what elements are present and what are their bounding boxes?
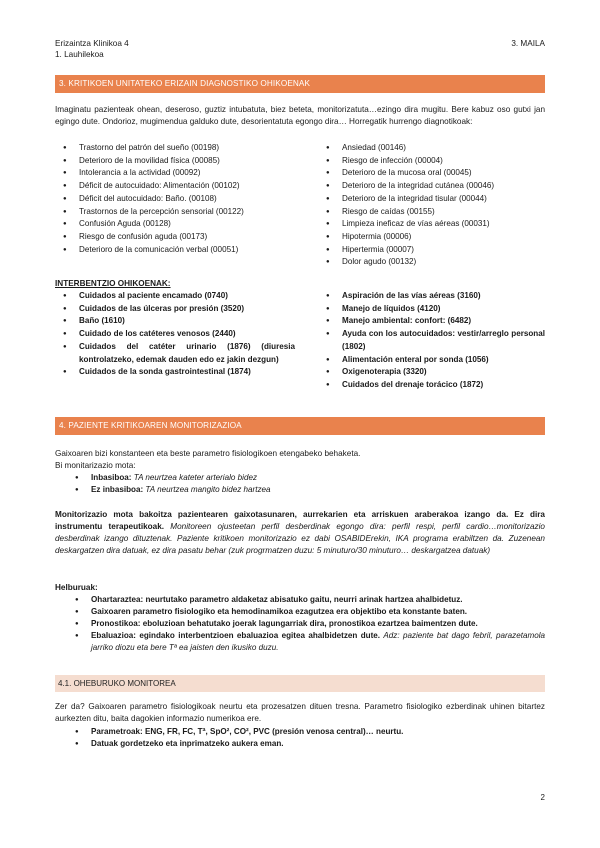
diagnosis-item: ● Hipertermia (00007) (318, 244, 553, 257)
diagnosis-item: ● Deterioro de la integridad cutánea (00046) (318, 180, 553, 193)
semester: 1. Lauhilekoa (55, 50, 104, 59)
diagnosis-item: ● Deterioro de la mucosa oral (00045) (318, 167, 553, 180)
monitor-feature-item-text: Datuak gordetzeko eta inprimatzeko aukera eman. (91, 739, 284, 748)
monitor-feature-item-text: ENG, FR, FC, Tª, SpO², CO², PVC (presión venosa central)… neurtu. (145, 727, 404, 736)
intervention-item: ● Cuidados del drenaje torácico (1872) (318, 379, 545, 392)
diagnosis-item: ● Ansiedad (00146) (318, 142, 553, 155)
diagnosis-item: ● Riesgo de caídas (00155) (318, 206, 553, 219)
intervention-item: ● Cuidados de la sonda gastrointestinal (1874) (55, 366, 295, 379)
section-4-intro (55, 448, 545, 472)
diagnosis-item: ● Déficit del autocuidado: Baño. (00108) (55, 193, 315, 206)
section-3-intro: Imaginatu pazienteak ohean, deseroso, guztiz intubatuta, biez beteta, monitorizatuta…ezingo dira mugitu. Bere kabuz oso gutxi jan egingo dute. Ondorioz, mugimendua galduko dute, desorientatuta egongo dira… Horregatik hurrengo diagnotikoak: (55, 105, 545, 126)
monitoring-types (55, 472, 545, 496)
diagnosis-item: ● Dolor agudo (00132) (318, 256, 553, 269)
goal-item (55, 630, 545, 654)
goal-item-label: Pronostikoa: (91, 619, 141, 628)
intervention-item: ● Baño (1610) (55, 315, 295, 328)
interventions-heading: INTERBENTZIO OHIKOENAK: (55, 279, 171, 288)
diagnosis-item: ● Riesgo de confusión aguda (00173) (55, 231, 315, 244)
goal-item-text: eboluzioan behatutako joerak lagungarriak dira, pronostikoa ezartzea baimentzen dute. (142, 619, 478, 628)
monitoring-type-item-label: Ez inbasiboa: (91, 485, 144, 494)
section-4-1-heading: 4.1. OHEBURUKO MONITOREA (55, 675, 545, 692)
diagnosis-item: ● Trastorno del patrón del sueño (00198) (55, 142, 315, 155)
course-name: Erizaintza Klinikoa 4 (55, 39, 129, 48)
intervention-item: ● Cuidados del catéter urinario (1876) (diuresia kontrolatzeko, edemak dauden edo ez jakin dezgun) (55, 341, 295, 366)
section-4-p2: Bi monitarizazio mota: (55, 461, 136, 470)
monitor-feature-item (55, 726, 545, 738)
interventions-right-column (318, 290, 545, 392)
intervention-item: ● Cuidados al paciente encamado (0740) (55, 290, 295, 303)
goals-heading: Helburuak: (55, 583, 98, 592)
diagnosis-item: ● Limpieza ineficaz de vías aéreas (00031) (318, 218, 553, 231)
diagnoses-left-column (55, 142, 315, 256)
goal-item-text: Gaixoaren parametro fisiologiko eta hemodinamikoa ezagutzea era objektibo eta konstante baten. (91, 607, 468, 616)
goal-item-label: Ebaluazioa: (91, 631, 136, 640)
section-4-1-items (55, 726, 545, 750)
diagnosis-item: ● Riesgo de infección (00004) (318, 155, 553, 168)
section-3-heading: 3. KRITIKOEN UNITATEKO ERIZAIN DIAGNOSTIKO OHIKOENAK (55, 75, 545, 93)
intervention-item: ● Cuidados de las úlceras por presión (3520) (55, 303, 295, 316)
intervention-item: ● Ayuda con los autocuidados: vestir/arreglo personal (1802) (318, 328, 545, 353)
intervention-item: ● Manejo de líquidos (4120) (318, 303, 545, 316)
section-4-p3 (55, 509, 545, 557)
goal-item (55, 618, 545, 630)
monitor-feature-item (55, 738, 545, 750)
diagnosis-item: ● Deterioro de la integridad tisular (00044) (318, 193, 553, 206)
monitor-feature-item-label: Parametroak: (91, 727, 143, 736)
diagnosis-item: ● Déficit de autocuidado: Alimentación (00102) (55, 180, 315, 193)
diagnosis-item: ● Hipotermia (00006) (318, 231, 553, 244)
monitoring-type-item-label: Inbasiboa: (91, 473, 132, 482)
goal-item-example: Adz: paziente bat dago febril, parazetamola jarriko diozu eta bere Tª ea jaisten den ikusiko duzu. (91, 631, 546, 652)
intervention-item: ● Alimentación enteral por sonda (1056) (318, 354, 545, 367)
goal-item-label: Ohartaraztea: (91, 595, 144, 604)
interventions-left-column (55, 290, 295, 379)
p3-italic-text: Monitoreen ojusteetan perfil desberdinak egongo dira: perfil respi, perfil cardio…monitorizazio desberdinak izango dituztenak. Paziente kritikoen monitorizazio ez dabi OSABIDErekin, IKA programa erabiltzen da. Zuzenean deskargatzen dira datuak, ez dira pasatu behar (zuk progrmatzen duzu: 5 minuturo/30 minuturo… deskargatzea datuak) (55, 522, 545, 555)
section-4-1-p1: Zer da? Gaixoaren parametro fisiologikoak neurtu eta prozesatzen dituen tresna. Parametro fisiologiko ezberdinak uhinen bitartez aurkezten ditu, baita dagokien informazio numerikoa ere. (55, 702, 545, 723)
intervention-item: ● Manejo ambiental: confort: (6482) (318, 315, 545, 328)
diagnosis-item: ● Trastornos de la percepción sensorial (00122) (55, 206, 315, 219)
year-label: 3. MAILA (511, 39, 545, 48)
diagnoses-right-column (318, 142, 553, 269)
goal-item-text: neurtutako parametro aldaketaz abisatuko gaitu, neurri arinak hartzea ahalbidetuz. (145, 595, 463, 604)
intervention-item: ● Aspiración de las vías aéreas (3160) (318, 290, 545, 303)
monitoring-type-item-text: TA neurtzea kateter arterialo bidez (133, 473, 258, 482)
goal-item (55, 594, 545, 606)
page-number: 2 (540, 793, 545, 802)
goal-item (55, 606, 545, 618)
section-4-heading: 4. PAZIENTE KRITIKOAREN MONITORIZAZIOA (55, 417, 545, 435)
goals-list (55, 594, 545, 654)
intervention-item: ● Oxigenoterapia (3320) (318, 366, 545, 379)
diagnosis-item: ● Confusión Aguda (00128) (55, 218, 315, 231)
p3-main-text: Monitorizazio mota bakoitza pazientearen gaixotasunaren, aurrekarien eta arriskuen araberakoa izango da. Ez dira instrumentu terapeutikoak. (55, 510, 545, 531)
diagnosis-item: ● Deterioro de la comunicación verbal (00051) (55, 244, 315, 257)
monitoring-type-item-text: TA neurtzea mangito bidez hartzea (145, 485, 271, 494)
diagnosis-item: ● Intolerancia a la actividad (00092) (55, 167, 315, 180)
monitoring-type-item (55, 472, 545, 484)
diagnosis-item: ● Deterioro de la movilidad física (00085) (55, 155, 315, 168)
goal-item-text: egindako interbentzioen ebaluazioa egitea ahalbidetzen dute. (139, 631, 381, 640)
monitoring-type-item (55, 484, 545, 496)
header-left (55, 38, 129, 60)
intervention-item: ● Cuidado de los catéteres venosos (2440) (55, 328, 295, 341)
section-4-p1: Gaixoaren bizi konstanteen eta beste parametro fisiologikoen etengabeko behaketa. (55, 449, 361, 458)
